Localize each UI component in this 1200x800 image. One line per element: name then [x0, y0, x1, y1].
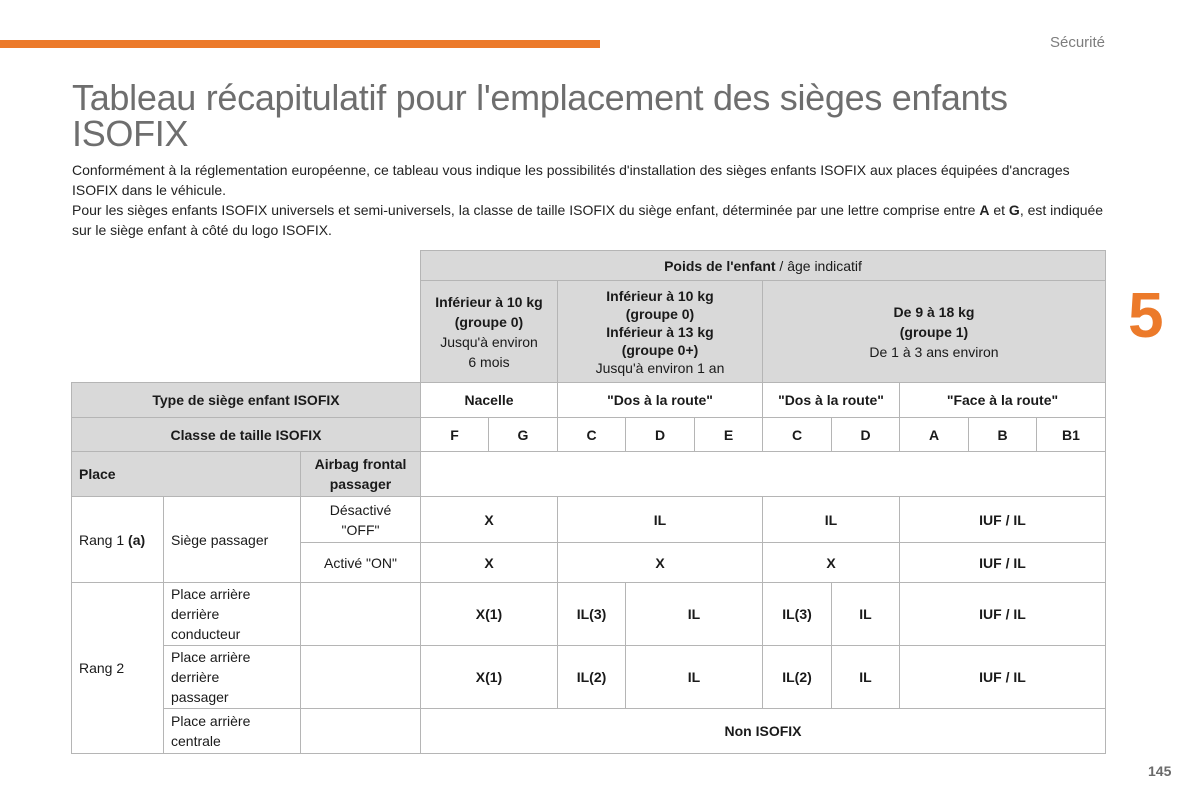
- cell-value: IUF / IL: [900, 583, 1106, 646]
- group0plus-header: Inférieur à 10 kg (groupe 0) Inférieur à 13 kg (groupe 0+) Jusqu'à environ 1 an: [558, 281, 763, 383]
- cell-value: IL: [626, 583, 763, 646]
- size-class-cell: A: [900, 418, 969, 452]
- size-class-cell: G: [489, 418, 558, 452]
- rang2-label: Rang 2: [72, 583, 164, 754]
- table-row: [72, 646, 1106, 709]
- weight-header: Poids de l'enfant / âge indicatif: [421, 251, 1106, 281]
- airbag-label: Airbag frontal passager: [301, 452, 421, 497]
- cell-value: IL(3): [558, 583, 626, 646]
- cell-value: X: [421, 543, 558, 583]
- intro-paragraph-2: Pour les sièges enfants ISOFIX universels et semi-universels, la classe de taille ISOFIX du siège enfant, déterminée par une lettre comprise entre A et G, est indiquée sur le siège enfant à côté du logo ISOFIX.: [72, 202, 1104, 238]
- page-title: Tableau récapitulatif pour l'emplacement des sièges enfants ISOFIX: [72, 77, 1008, 154]
- section-title: Sécurité: [1049, 34, 1105, 51]
- seat-type-cell: Nacelle: [421, 383, 558, 418]
- table-row: [72, 709, 1106, 754]
- table-row: [72, 251, 1106, 281]
- chapter-number: 5: [1128, 279, 1164, 351]
- place-label: Place: [72, 452, 301, 497]
- cell-value: X(1): [421, 583, 558, 646]
- table-row: [72, 383, 1106, 418]
- size-class-cell: D: [626, 418, 695, 452]
- table-row: [72, 497, 1106, 543]
- table-row: [72, 281, 1106, 383]
- seat-type-cell: "Face à la route": [900, 383, 1106, 418]
- cell-value: X: [558, 543, 763, 583]
- seat-type-cell: "Dos à la route": [558, 383, 763, 418]
- size-class-cell: B1: [1037, 418, 1106, 452]
- cell-value: IL: [832, 646, 900, 709]
- rear-driver-seat: Place arrière derrière conducteur: [164, 583, 301, 646]
- cell-value: IL: [832, 583, 900, 646]
- non-isofix-cell: Non ISOFIX: [421, 709, 1106, 754]
- rang1-label: Rang 1 (a): [72, 497, 164, 583]
- group1-header: De 9 à 18 kg (groupe 1) De 1 à 3 ans environ: [763, 281, 1106, 383]
- table-row: [72, 583, 1106, 646]
- size-class-cell: B: [969, 418, 1037, 452]
- cell-value: IUF / IL: [900, 543, 1106, 583]
- cell-value: IL(2): [558, 646, 626, 709]
- cell-value: X: [421, 497, 558, 543]
- intro-text: [72, 160, 1112, 240]
- seat-type-cell: "Dos à la route": [763, 383, 900, 418]
- header-accent-bar: [0, 40, 600, 48]
- cell-value: X: [763, 543, 900, 583]
- group0-header: Inférieur à 10 kg (groupe 0) Jusqu'à environ 6 mois: [421, 281, 558, 383]
- rear-center-seat: Place arrière centrale: [164, 709, 301, 754]
- size-class-cell: E: [695, 418, 763, 452]
- seat-type-label: Type de siège enfant ISOFIX: [72, 383, 421, 418]
- cell-value: IUF / IL: [900, 497, 1106, 543]
- airbag-on: Activé "ON": [301, 543, 421, 583]
- page-number: 145: [1148, 763, 1172, 779]
- size-class-cell: C: [763, 418, 832, 452]
- cell-value: IL: [763, 497, 900, 543]
- cell-value: IL(3): [763, 583, 832, 646]
- cell-value: X(1): [421, 646, 558, 709]
- cell-value: IUF / IL: [900, 646, 1106, 709]
- size-class-label: Classe de taille ISOFIX: [72, 418, 421, 452]
- size-class-cell: F: [421, 418, 489, 452]
- rear-passenger-seat: Place arrière derrière passager: [164, 646, 301, 709]
- intro-paragraph-1: Conformément à la réglementation européenne, ce tableau vous indique les possibilités d'installation des sièges enfants ISOFIX aux places équipées d'ancrages ISOFIX dans le véhicule.: [72, 162, 1070, 198]
- table-row: [72, 452, 1106, 497]
- rang1-seat: Siège passager: [164, 497, 301, 583]
- cell-value: IL: [558, 497, 763, 543]
- cell-value: IL(2): [763, 646, 832, 709]
- cell-value: IL: [626, 646, 763, 709]
- isofix-table: [71, 250, 1106, 754]
- airbag-off: Désactivé "OFF": [301, 497, 421, 543]
- table-row: [72, 418, 1106, 452]
- size-class-cell: C: [558, 418, 626, 452]
- size-class-cell: D: [832, 418, 900, 452]
